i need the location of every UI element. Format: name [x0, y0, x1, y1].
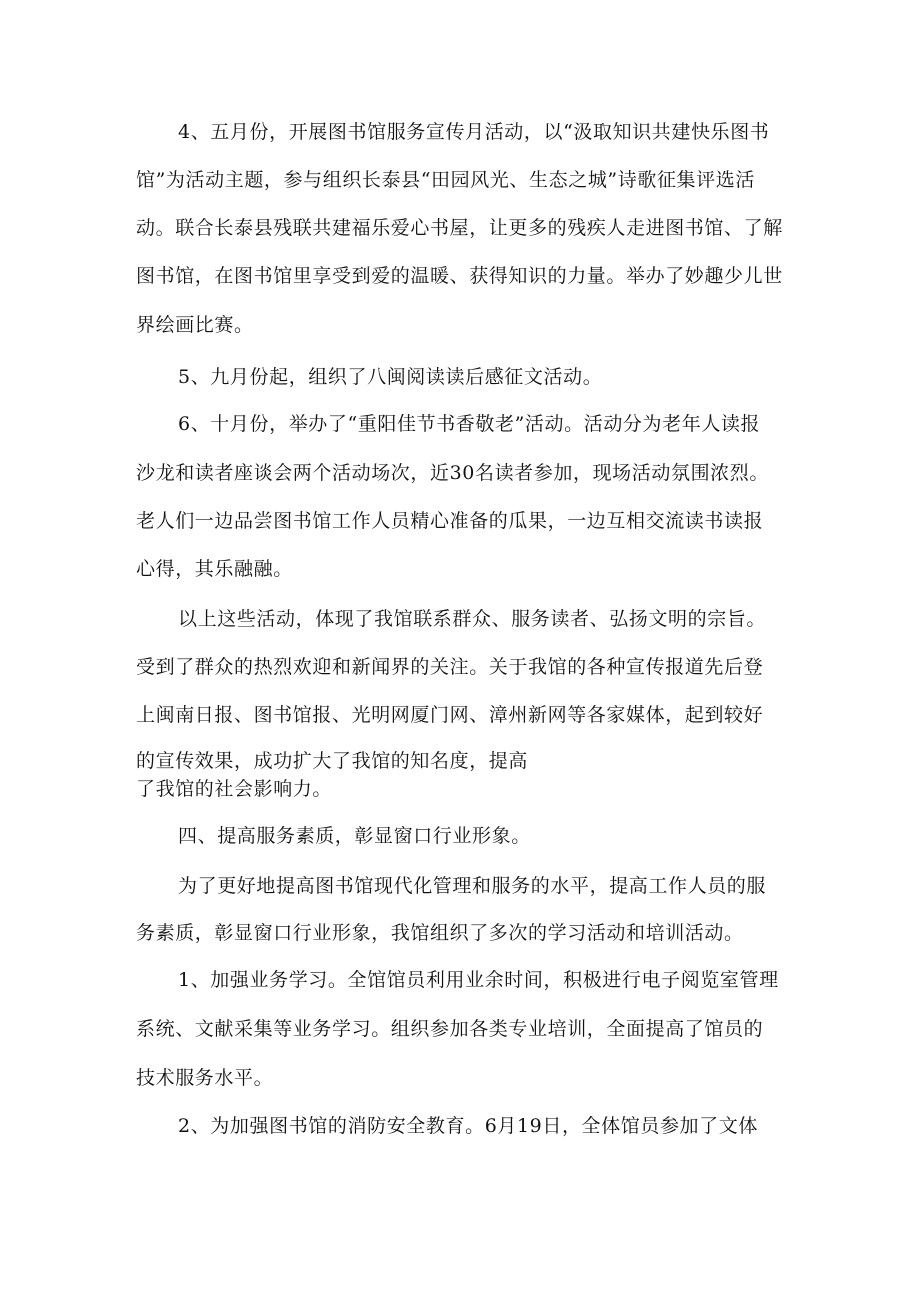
text-line: 的宣传效果，成功扩大了我馆的知名度，提高: [136, 750, 529, 772]
text-line: 以上这些活动，体现了我馆联系群众、服务读者、弘扬文明的宗旨。: [178, 608, 767, 630]
text-line: 沙龙和读者座谈会两个活动场次，近30名读者参加，现场活动氛围浓烈。: [136, 462, 769, 484]
text-line: 上闽南日报、图书馆报、光明网厦门网、漳州新网等各家媒体，起到较好: [136, 704, 764, 726]
text-line: 系统、文献采集等业务学习。组织参加各类专业培训，全面提高了馆员的: [136, 1018, 764, 1040]
text-line: 心得，其乐融融。: [136, 558, 293, 580]
section-heading: 四、提高服务素质，彰显窗口行业形象。: [178, 825, 531, 847]
text-line: 馆”为活动主题，参与组织长泰县“田园风光、生态之城”诗歌征集评选活: [136, 169, 755, 191]
text-line: 5、九月份起，组织了八闽阅读读后感征文活动。: [178, 366, 603, 388]
text-line: 图书馆，在图书馆里享受到爱的温暖、获得知识的力量。举办了妙趣少儿世: [136, 265, 783, 287]
text-line: 4、五月份，开展图书馆服务宣传月活动，以“汲取知识共建快乐图书: [178, 121, 770, 143]
text-line: 界绘画比赛。: [136, 314, 254, 336]
text-line: 了我馆的社会影响力。: [136, 778, 333, 800]
text-line: 6、十月份，举办了“重阳佳节书香敬老”活动。活动分为老年人读报: [178, 413, 761, 435]
text-line: 老人们一边品尝图书馆工作人员精心准备的瓜果，一边互相交流读书读报: [136, 510, 764, 532]
text-line: 务素质，彰显窗口行业形象，我馆组织了多次的学习活动和培训活动。: [136, 922, 744, 944]
text-line: 受到了群众的热烈欢迎和新闻界的关注。关于我馆的各种宣传报道先后登: [136, 656, 764, 678]
text-line: 技术服务水平。: [136, 1067, 274, 1089]
text-line: 1、加强业务学习。全馆馆员利用业余时间，积极进行电子阅览室管理: [178, 969, 779, 991]
text-line: 为了更好地提高图书馆现代化管理和服务的水平，提高工作人员的服: [178, 875, 767, 897]
text-line: 动。联合长泰县残联共建福乐爱心书屋，让更多的残疾人走进图书馆、了解: [136, 217, 783, 239]
text-line: 2、为加强图书馆的消防安全教育。6月19日，全体馆员参加了文体: [178, 1115, 758, 1137]
